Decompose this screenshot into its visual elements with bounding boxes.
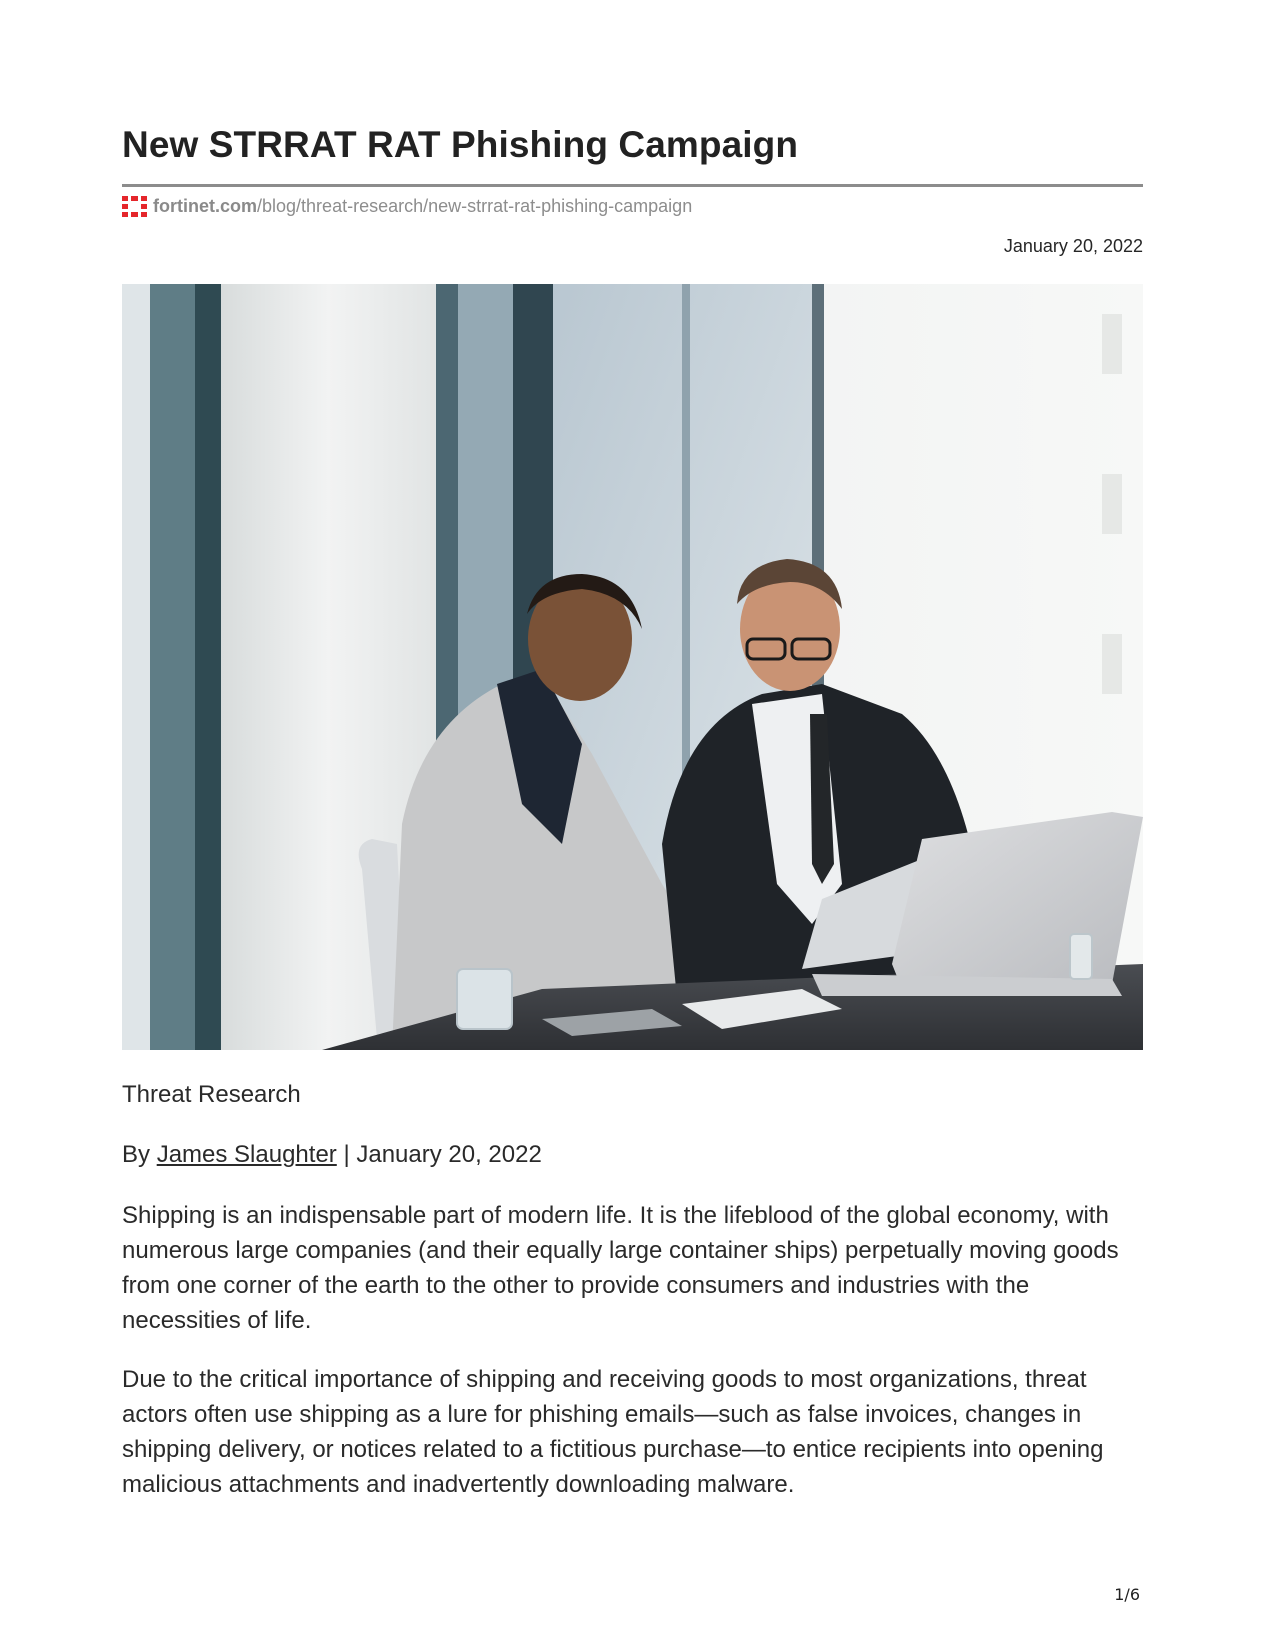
page-number: 1/6: [1114, 1585, 1140, 1604]
source-domain: fortinet.com: [153, 196, 258, 216]
paragraph-1: Shipping is an indispensable part of modern life. It is the lifeblood of the global economy, with numerous large companies (and their equally large container ships) perpetually moving goods from one corner of the earth to the other to provide consumers and industries with the necessities of life.: [122, 1202, 1119, 1334]
byline: [122, 1141, 542, 1169]
article-category: Threat Research: [122, 1081, 301, 1108]
author-link[interactable]: James Slaughter: [156, 1141, 337, 1168]
hero-image: [122, 284, 1143, 1050]
byline-date: | January 20, 2022: [336, 1141, 542, 1168]
fortinet-logo-icon: [122, 196, 147, 217]
source-path: /blog/threat-research/new-strrat-rat-phishing-campaign: [257, 196, 693, 216]
title-divider: [122, 184, 1143, 187]
source-url[interactable]: [122, 196, 692, 217]
publish-date: January 20, 2022: [1003, 236, 1143, 256]
paragraph-2: Due to the critical importance of shipping and receiving goods to most organizations, threat actors often use shipping as a lure for phishing emails—such as false invoices, changes in shipping delivery, or notices related to a fictitious purchase—to entice recipients into opening malicious attachments and inadvertently downloading malware.: [122, 1366, 1104, 1498]
byline-prefix: By: [122, 1141, 151, 1168]
article-title: New STRRAT RAT Phishing Campaign: [122, 124, 799, 165]
